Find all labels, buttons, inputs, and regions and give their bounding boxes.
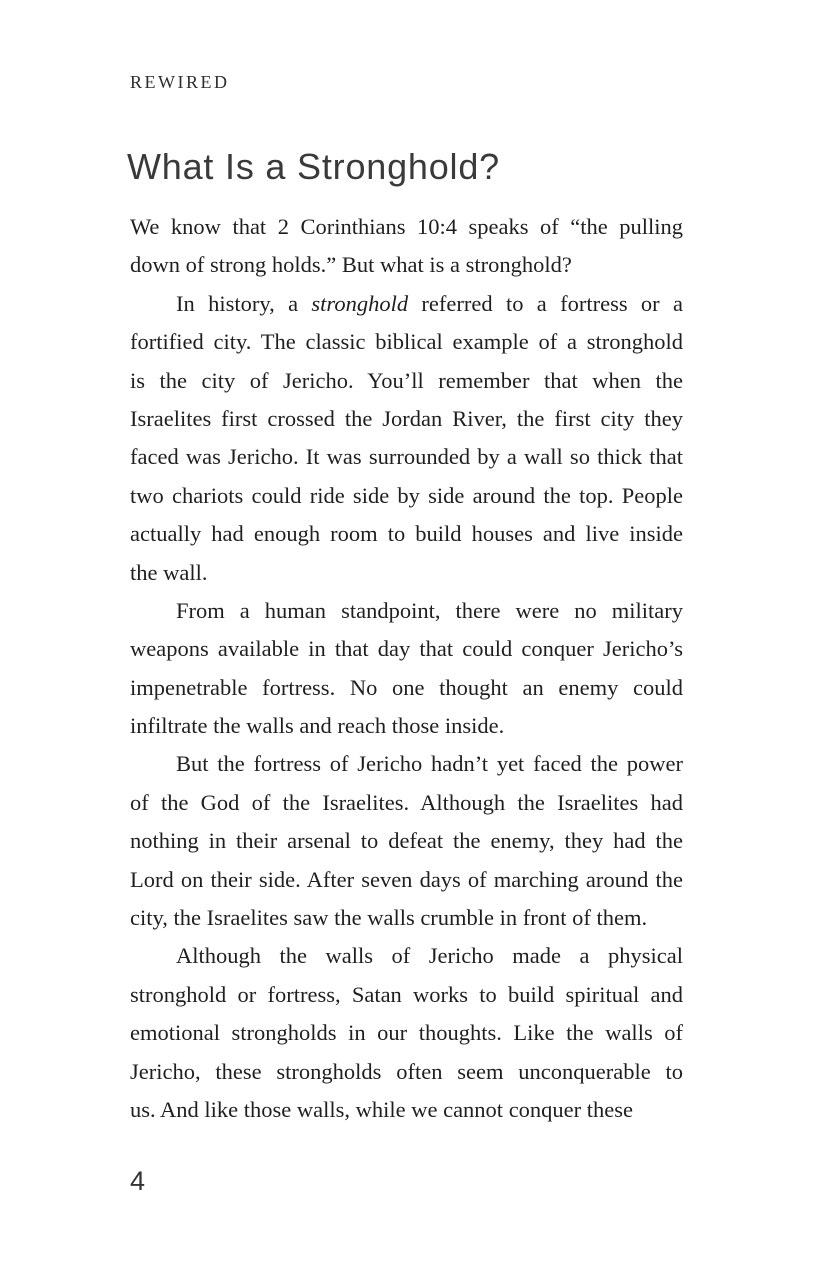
text-line: infiltrate the walls and reach those inside. (130, 713, 505, 739)
paragraph (130, 592, 683, 746)
page-number: 4 (130, 1166, 146, 1196)
paragraph (130, 937, 683, 1129)
text-line: But the fortress of Jericho hadn’t yet faced the power (176, 751, 683, 777)
text-line: of the God of the Israelites. Although the Israelites had (130, 789, 683, 815)
text-line: From a human standpoint, there were no military (176, 597, 683, 623)
text-line: impenetrable fortress. No one thought an enemy could (130, 674, 683, 700)
text-line: two chariots could ride side by side around the top. People (130, 482, 683, 508)
text-line: Jericho, these strongholds often seem unconquerable to (130, 1058, 683, 1084)
text-line: Although the walls of Jericho made a physical (176, 943, 683, 969)
text-line: Lord on their side. After seven days of marching around the (130, 866, 683, 892)
text-line: weapons available in that day that could conquer Jericho’s (130, 636, 683, 662)
body-text (130, 208, 683, 1129)
paragraph (130, 745, 683, 937)
text-line: down of strong holds.” But what is a stronghold? (130, 252, 572, 278)
text-line: emotional strongholds in our thoughts. Like the walls of (130, 1020, 683, 1046)
text-line: stronghold or fortress, Satan works to build spiritual and (130, 981, 683, 1007)
text-line: the wall. (130, 559, 208, 585)
text-line: city, the Israelites saw the walls crumble in front of them. (130, 905, 648, 931)
running-header: REWIRED (130, 72, 230, 92)
text-line: actually had enough room to build houses and live inside (130, 521, 683, 547)
paragraph (130, 285, 683, 592)
text-line: We know that 2 Corinthians 10:4 speaks of “the pulling (130, 214, 683, 239)
paragraph (130, 208, 683, 285)
text-line: nothing in their arsenal to defeat the enemy, they had the (130, 828, 683, 854)
text-line: faced was Jericho. It was surrounded by a wall so thick that (130, 444, 683, 470)
text-line: is the city of Jericho. You’ll remember that when the (130, 367, 683, 393)
text-line: fortified city. The classic biblical example of a stronghold (130, 329, 683, 355)
text-line: Israelites first crossed the Jordan River, the first city they (130, 405, 683, 431)
text-line: us. And like those walls, while we cannot conquer these (130, 1096, 634, 1122)
text-line: In history, a stronghold referred to a fortress or a (176, 290, 683, 316)
chapter-title: What Is a Stronghold? (127, 146, 501, 187)
